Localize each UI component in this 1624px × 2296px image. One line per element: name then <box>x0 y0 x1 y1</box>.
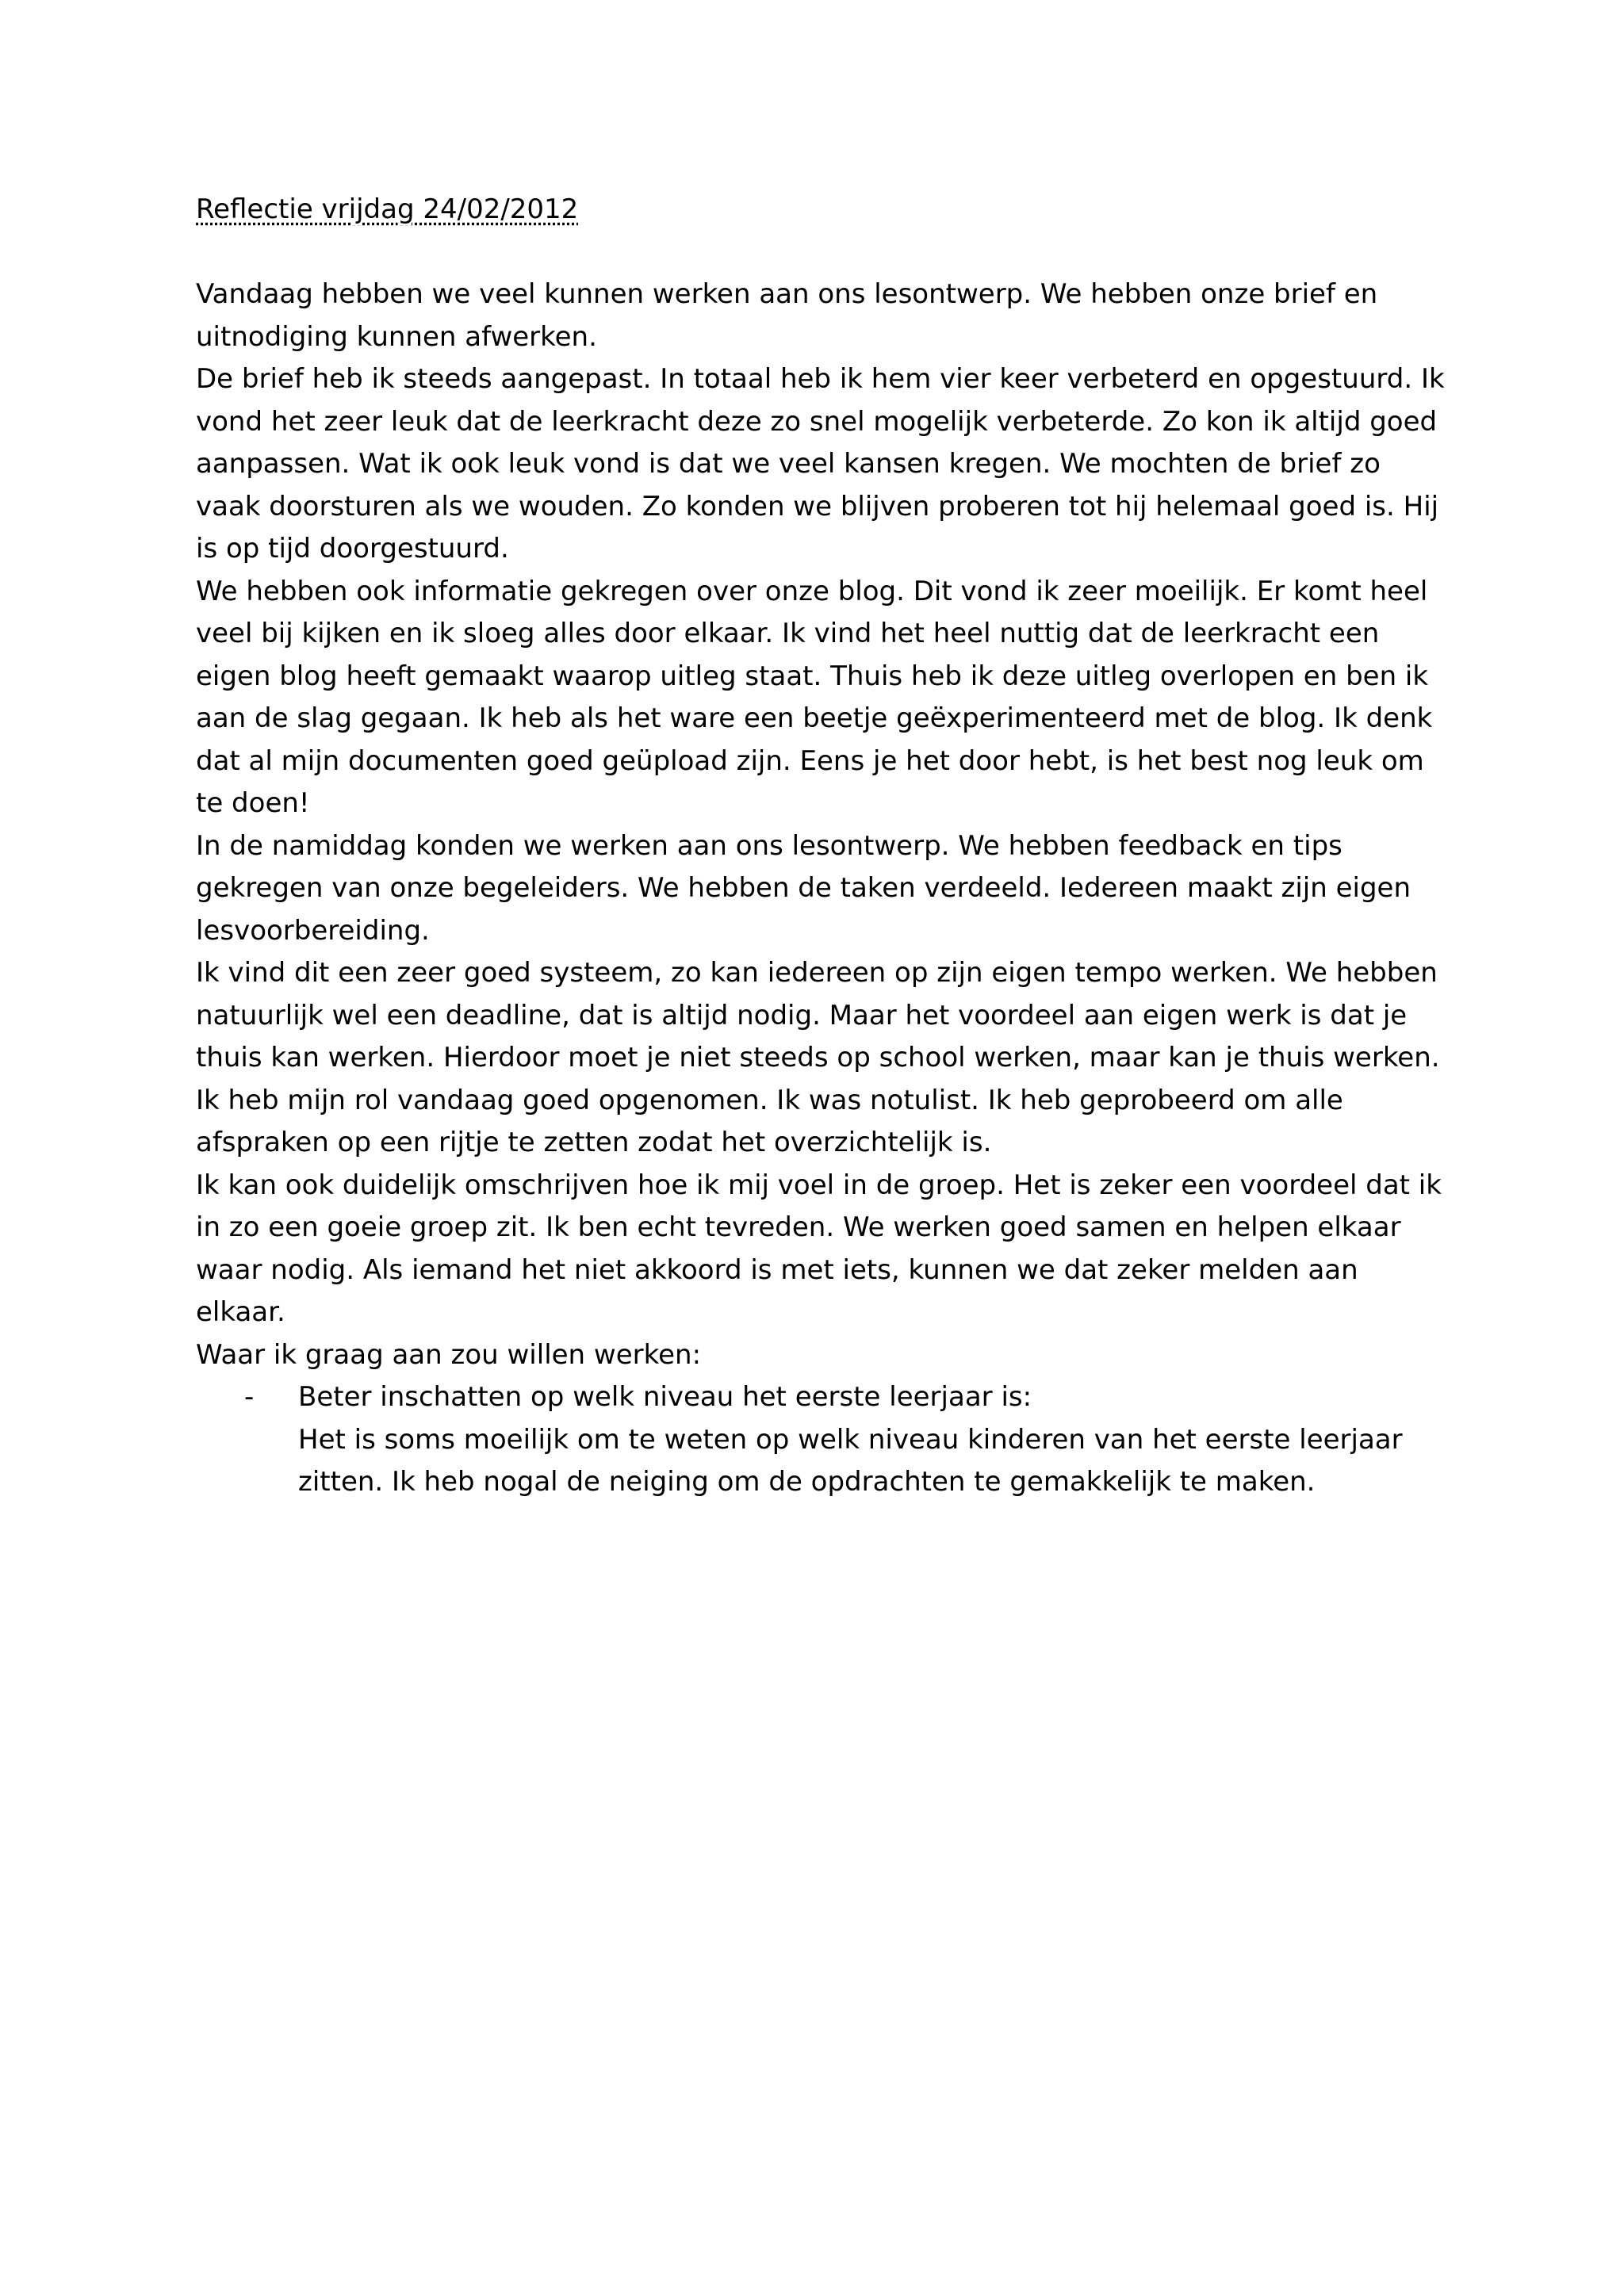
paragraph: Ik vind dit een zeer goed systeem, zo kan iedereen op zijn eigen tempo werken. We hebben natuurlijk wel een deadline, dat is altijd nodig. Maar het voordeel aan eigen werk is dat je thuis kan werken. Hierdoor moet je niet steeds op school werken, maar kan je thuis werken. <box>196 957 1440 1073</box>
document-body <box>196 189 1449 1504</box>
document-title <box>196 189 1449 232</box>
paragraph: De brief heb ik steeds aangepast. In totaal heb ik hem vier keer verbeterd en opgestuurd. Ik vond het zeer leuk dat de leerkracht deze zo snel mogelijk verbeterde. Zo kon ik altijd goed aanpassen. Wat ik ook leuk vond is dat we veel kansen kregen. We mochten de brief zo vaak doorsturen als we wouden. Zo konden we blijven proberen tot hij helemaal goed is. Hij is op tijd doorgestuurd. <box>196 363 1445 564</box>
paragraph: Ik kan ook duidelijk omschrijven hoe ik mij voel in de groep. Het is zeker een voordeel dat ik in zo een goeie groep zit. Ik ben echt tevreden. We werken goed samen en helpen elkaar waar nodig. Als iemand het niet akkoord is met iets, kunnen we dat zeker melden aan elkaar. <box>196 1169 1442 1328</box>
paragraph: Vandaag hebben we veel kunnen werken aan ons lesontwerp. We hebben onze brief en uitnodiging kunnen afwerken. <box>196 278 1378 353</box>
paragraph: Ik heb mijn rol vandaag goed opgenomen. Ik was notulist. Ik heb geprobeerd om alle afspraken op een rijtje te zetten zodat het overzichtelijk is. <box>196 1084 1343 1158</box>
list-item <box>196 1376 1449 1504</box>
list-item-body <box>298 1376 1449 1504</box>
bullet-marker: - <box>244 1381 255 1413</box>
list-item-text: Het is soms moeilijk om te weten op welk niveau kinderen van het eerste leerjaar zitten. Ik heb nogal de neiging om de opdrachten te gemakkelijk te maken. <box>298 1423 1403 1498</box>
list-item-heading: Beter inschatten op welk niveau het eerste leerjaar is: <box>298 1381 1032 1413</box>
paragraph: Waar ik graag aan zou willen werken: <box>196 1338 702 1371</box>
paragraph: In de namiddag konden we werken aan ons lesontwerp. We hebben feedback en tips gekregen van onze begeleiders. We hebben de taken verdeeld. Iedereen maakt zijn eigen lesvoorbereiding. <box>196 829 1411 947</box>
bullet-list <box>196 1376 1449 1504</box>
paragraph: We hebben ook informatie gekregen over onze blog. Dit vond ik zeer moeilijk. Er komt heel veel bij kijken en ik sloeg alles door elkaar. Ik vind het heel nuttig dat de leerkracht een eigen blog heeft gemaakt waarop uitleg staat. Thuis heb ik deze uitleg overlopen en ben ik aan de slag gegaan. Ik heb als het ware een beetje geëxperimenteerd met de blog. Ik denk dat al mijn documenten goed geüpload zijn. Eens je het door hebt, is het best nog leuk om te doen! <box>196 575 1433 819</box>
document-title-text: Reflectie vrijdag 24/02/2012 <box>196 193 579 225</box>
